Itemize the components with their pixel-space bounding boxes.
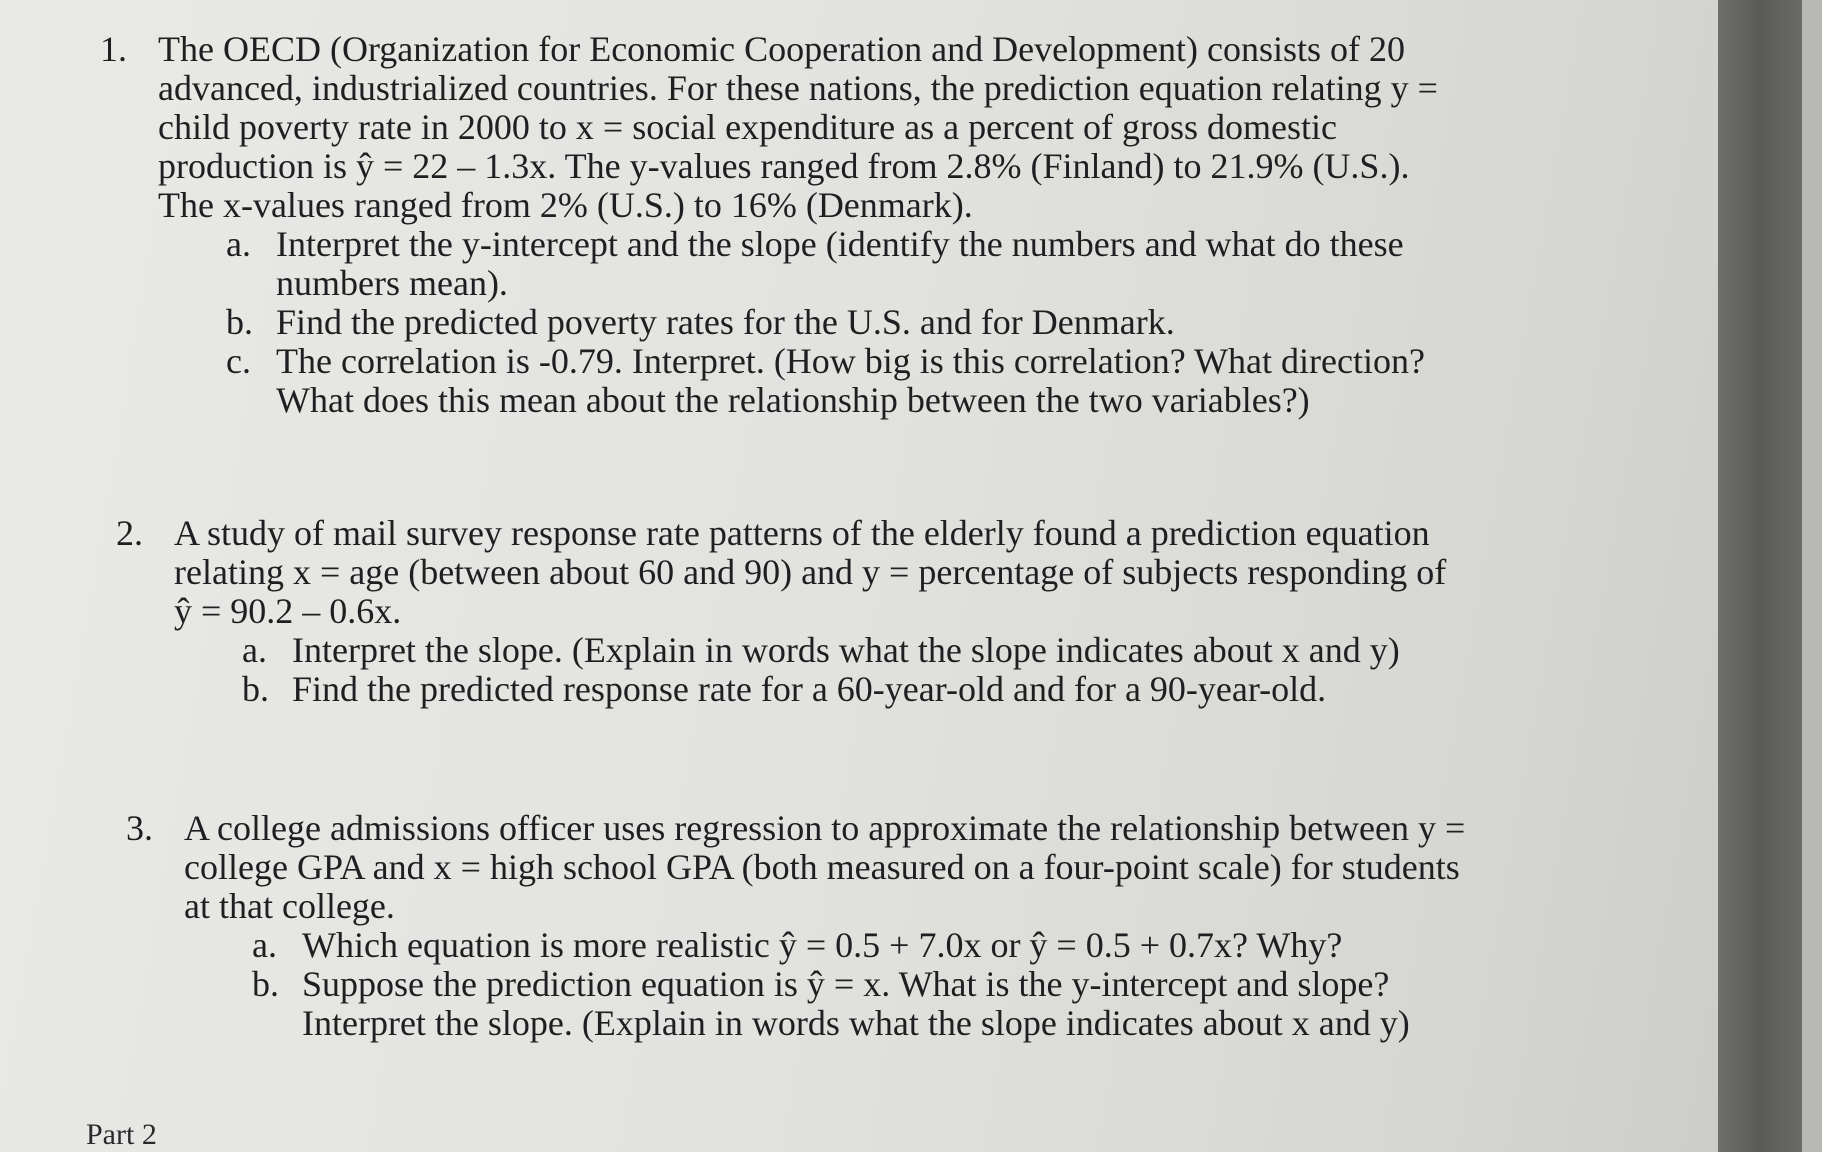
question-text-line: production is ŷ = 22 – 1.3x. The y-values ranged from 2.8% (Finland) to 21.9% (U.S.). bbox=[158, 146, 1410, 186]
question-text-line: A study of mail survey response rate patterns of the elderly found a prediction equation bbox=[174, 513, 1430, 553]
part-text-line: Interpret the slope. (Explain in words what the slope indicates about x and y) bbox=[302, 1003, 1410, 1043]
question-number: 1. bbox=[100, 29, 127, 69]
part-letter: b. bbox=[242, 669, 269, 709]
question-text-line: advanced, industrialized countries. For these nations, the prediction equation relating y = bbox=[158, 68, 1438, 108]
question-text-line: relating x = age (between about 60 and 90) and y = percentage of subjects responding of bbox=[174, 552, 1447, 592]
part-letter: c. bbox=[226, 341, 251, 381]
part-text-line: The correlation is -0.79. Interpret. (How big is this correlation? What direction? bbox=[276, 341, 1425, 381]
question-1-part-b bbox=[218, 303, 1500, 342]
part-text-line: Which equation is more realistic ŷ = 0.5 + 7.0x or ŷ = 0.5 + 0.7x? Why? bbox=[302, 925, 1343, 965]
question-1-part-c bbox=[218, 342, 1500, 420]
part-letter: a. bbox=[252, 925, 277, 965]
question-text-line: A college admissions officer uses regression to approximate the relationship between y = bbox=[184, 808, 1466, 848]
part-text-line: numbers mean). bbox=[276, 263, 508, 303]
part-text-line: Find the predicted response rate for a 60-year-old and for a 90-year-old. bbox=[292, 669, 1327, 709]
question-3-part-b bbox=[244, 965, 1500, 1043]
question-number: 2. bbox=[116, 513, 143, 553]
question-1-part-a bbox=[218, 225, 1500, 303]
question-text-line: ŷ = 90.2 – 0.6x. bbox=[174, 591, 402, 631]
question-text-line: The x-values ranged from 2% (U.S.) to 16% (Denmark). bbox=[158, 185, 973, 225]
question-1 bbox=[100, 30, 1500, 420]
question-2 bbox=[116, 514, 1500, 709]
question-2-part-a bbox=[234, 631, 1500, 670]
part-label: Part 2 bbox=[86, 1118, 157, 1151]
part-letter: a. bbox=[226, 224, 251, 264]
question-3 bbox=[126, 809, 1500, 1043]
worksheet-content bbox=[100, 30, 1500, 1043]
question-3-part-a bbox=[244, 926, 1500, 965]
part-text-line: What does this mean about the relationship between the two variables?) bbox=[276, 380, 1310, 420]
part-letter: a. bbox=[242, 630, 267, 670]
question-text-line: college GPA and x = high school GPA (both measured on a four-point scale) for students bbox=[184, 847, 1460, 887]
part-text-line: Find the predicted poverty rates for the U.S. and for Denmark. bbox=[276, 302, 1175, 342]
question-number: 3. bbox=[126, 808, 153, 848]
part-letter: b. bbox=[226, 302, 253, 342]
question-text-line: at that college. bbox=[184, 886, 395, 926]
question-2-part-b bbox=[234, 670, 1500, 709]
question-text-line: child poverty rate in 2000 to x = social expenditure as a percent of gross domestic bbox=[158, 107, 1337, 147]
part-letter: b. bbox=[252, 964, 279, 1004]
part-text-line: Interpret the y-intercept and the slope (identify the numbers and what do these bbox=[276, 224, 1404, 264]
binder-edge bbox=[1718, 0, 1802, 1152]
question-text-line: The OECD (Organization for Economic Cooperation and Development) consists of 20 bbox=[158, 29, 1406, 69]
page-edge bbox=[1802, 0, 1822, 1152]
part-text-line: Suppose the prediction equation is ŷ = x. What is the y-intercept and slope? bbox=[302, 964, 1390, 1004]
part-text-line: Interpret the slope. (Explain in words what the slope indicates about x and y) bbox=[292, 630, 1400, 670]
